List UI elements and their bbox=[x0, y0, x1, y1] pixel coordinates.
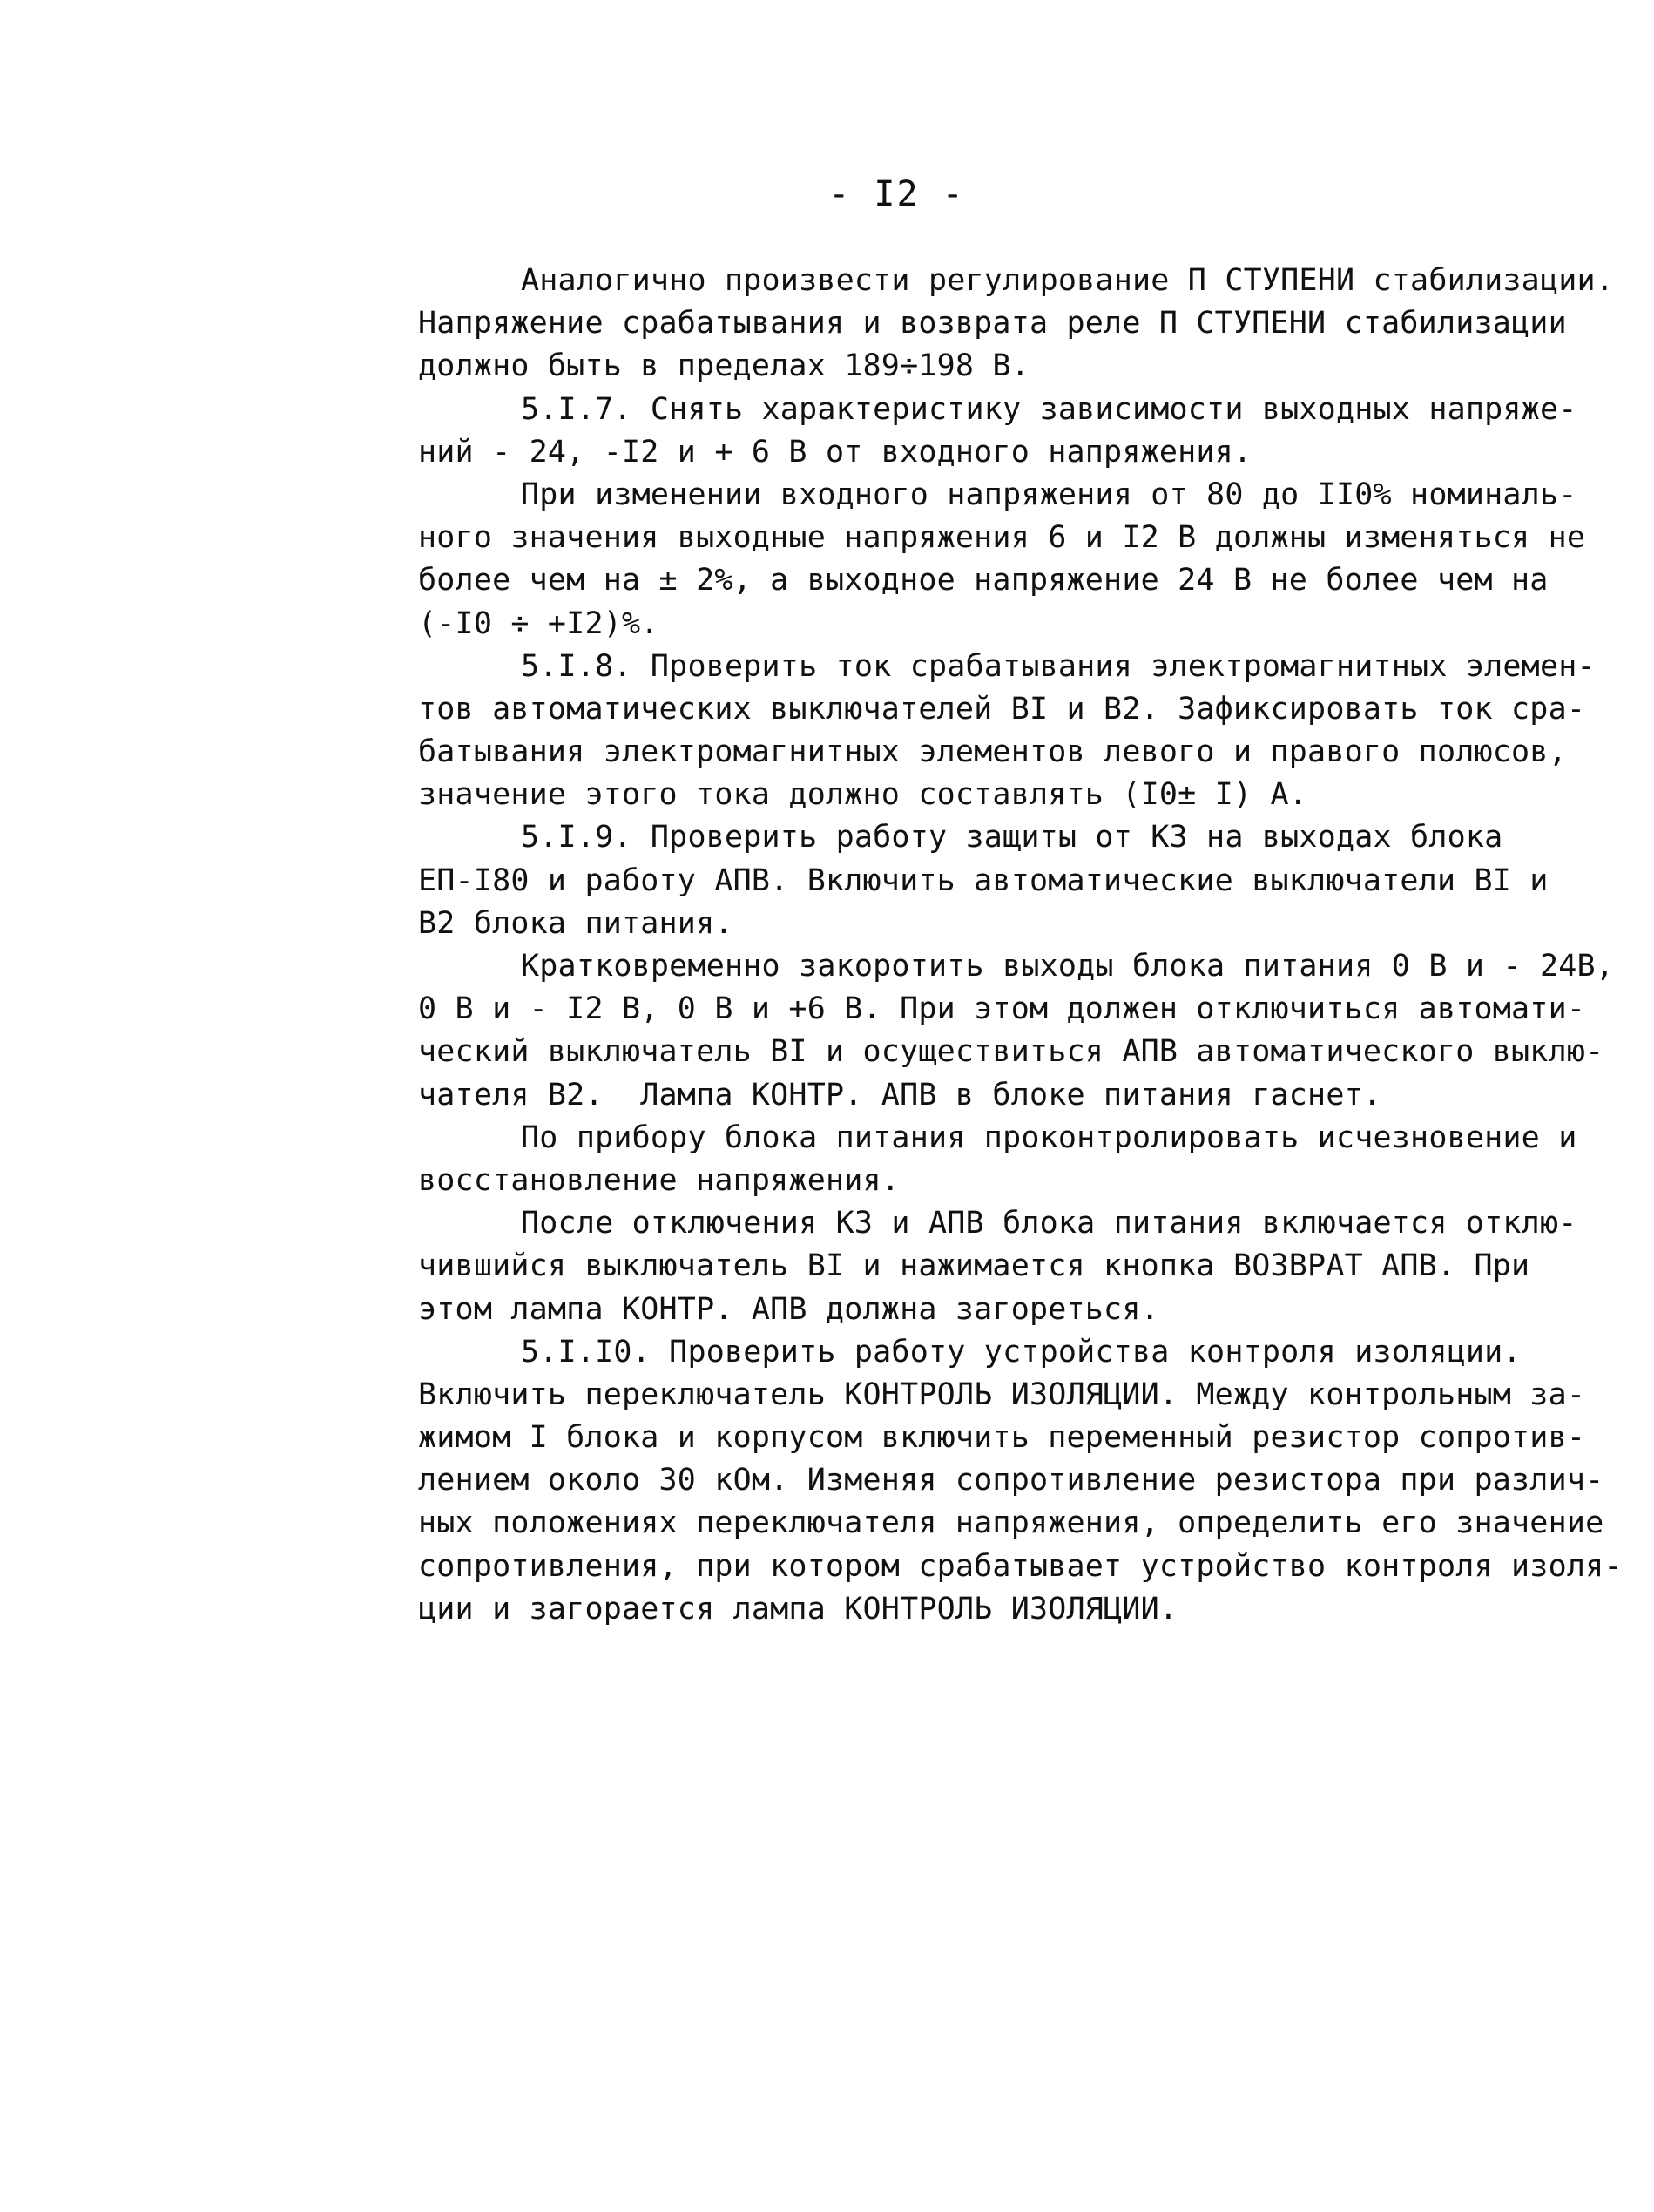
text-line: ции и загорается лампа КОНТРОЛЬ ИЗОЛЯЦИИ. bbox=[418, 1591, 1178, 1627]
text-line: При изменении входного напряжения от 80 до II0% номиналь- bbox=[521, 477, 1577, 512]
text-line: ного значения выходные напряжения 6 и I2 В должны изменяться не bbox=[418, 520, 1586, 556]
text-line: чателя B2. Лампа КОНТР. АПВ в блоке питания гаснет. bbox=[418, 1077, 1382, 1113]
text-line: более чем на ± 2%, а выходное напряжение 24 В не более чем на bbox=[418, 563, 1549, 599]
text-line: чившийся выключатель BI и нажимается кнопка ВОЗВРАТ АПВ. При bbox=[418, 1248, 1530, 1284]
text-line: 5.I.I0. Проверить работу устройства контроля изоляции. bbox=[521, 1334, 1522, 1370]
text-line: ных положениях переключателя напряжения, определить его значение bbox=[418, 1505, 1604, 1541]
text-line: этом лампа КОНТР. АПВ должна загореться. bbox=[418, 1291, 1159, 1327]
text-line: ний - 24, -I2 и + 6 В от входного напряжения. bbox=[418, 434, 1252, 470]
text-line: тов автоматических выключателей BI и B2. Зафиксировать ток сра- bbox=[418, 691, 1586, 727]
text-line: батывания электромагнитных элементов левого и правого полюсов, bbox=[418, 734, 1567, 770]
text-line: ЕП-I80 и работу АПВ. Включить автоматические выключатели BI и bbox=[418, 862, 1549, 898]
text-line: 5.I.8. Проверить ток срабатывания электромагнитных элемен- bbox=[521, 648, 1596, 684]
text-line: Напряжение срабатывания и возврата реле П СТУПЕНИ стабилизации bbox=[418, 306, 1567, 342]
page-number: - I2 - bbox=[828, 174, 965, 214]
text-line: лением около 30 кОм. Изменяя сопротивление резистора при различ- bbox=[418, 1463, 1604, 1498]
text-line: По прибору блока питания проконтролировать исчезновение и bbox=[521, 1120, 1577, 1155]
text-line: значение этого тока должно составлять (I0± I) А. bbox=[418, 777, 1308, 813]
text-line: восстановление напряжения. bbox=[418, 1162, 901, 1198]
text-line: 0 В и - I2 В, 0 В и +6 В. При этом должен отключиться автомати- bbox=[418, 991, 1586, 1027]
text-line: должно быть в пределах 189÷198 В. bbox=[418, 348, 1030, 384]
text-line: сопротивления, при котором срабатывает устройство контроля изоля- bbox=[418, 1548, 1623, 1584]
text-line: B2 блока питания. bbox=[418, 905, 733, 941]
text-line: 5.I.9. Проверить работу защиты от КЗ на выходах блока bbox=[521, 820, 1503, 856]
text-line: После отключения КЗ и АПВ блока питания включается отклю- bbox=[521, 1206, 1577, 1241]
text-line: Включить переключатель КОНТРОЛЬ ИЗОЛЯЦИИ. Между контрольным за- bbox=[418, 1377, 1586, 1412]
document-body bbox=[418, 260, 1623, 1631]
text-line: ческий выключатель BI и осуществиться АПВ автоматического выклю- bbox=[418, 1034, 1604, 1070]
text-line: жимом I блока и корпусом включить переменный резистор сопротив- bbox=[418, 1420, 1586, 1456]
text-line: Кратковременно закоротить выходы блока питания 0 В и - 24В, bbox=[521, 949, 1615, 984]
text-line: (-I0 ÷ +I2)%. bbox=[418, 605, 659, 641]
text-line: Аналогично произвести регулирование П СТУПЕНИ стабилизации. bbox=[521, 263, 1615, 298]
text-line: 5.I.7. Снять характеристику зависимости выходных напряже- bbox=[521, 391, 1577, 427]
